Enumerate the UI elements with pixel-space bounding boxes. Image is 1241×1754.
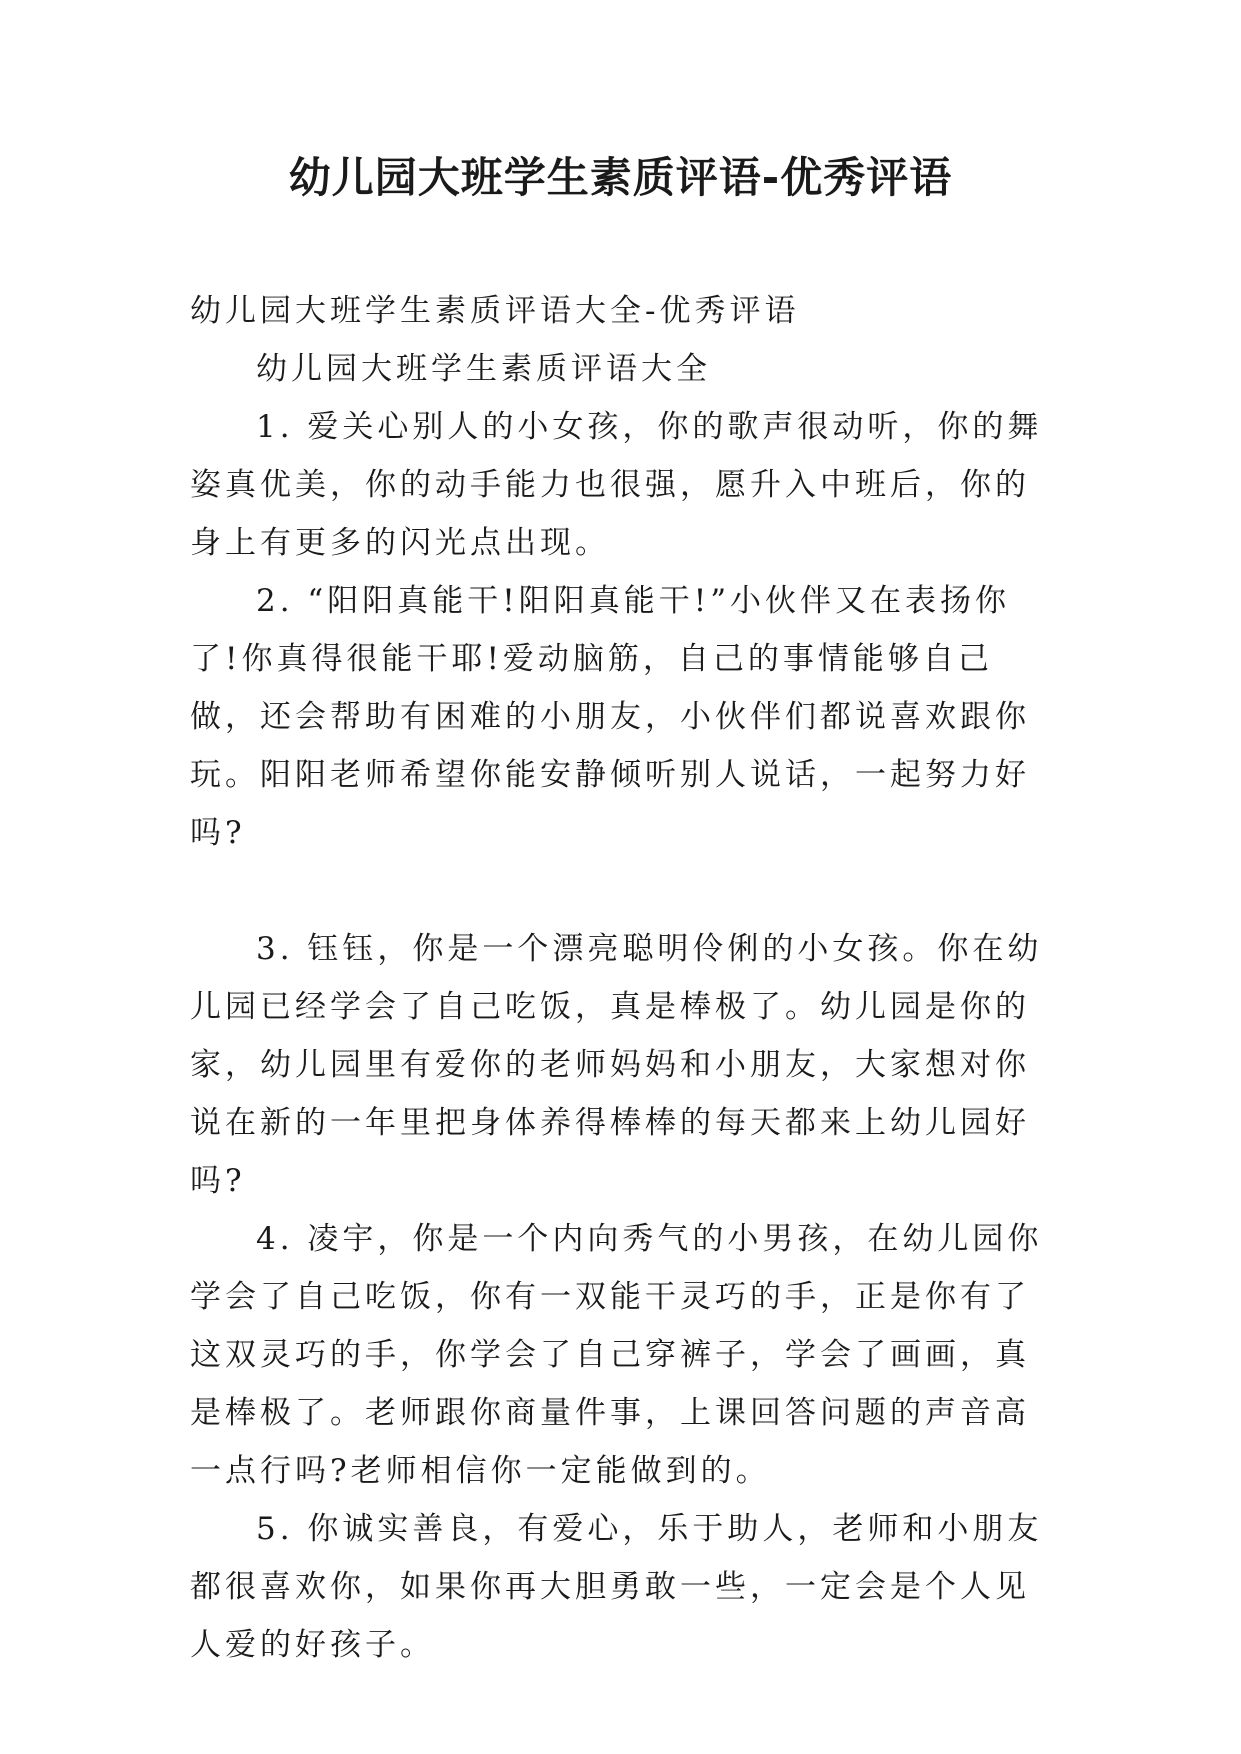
comment-item-3: 3. 钰钰，你是一个漂亮聪明伶俐的小女孩。你在幼儿园已经学会了自己吃饭，真是棒极了。幼儿园是你的家，幼儿园里有爱你的老师妈妈和小朋友，大家想对你说在新的一年里把身体养得棒棒的每天都来上幼儿园好吗?: [190, 931, 1043, 1199]
document-subtitle: 幼儿园大班学生素质评语大全-优秀评语: [190, 293, 800, 329]
document-title: 幼儿园大班学生素质评语-优秀评语: [288, 153, 953, 202]
section-heading: 幼儿园大班学生素质评语大全: [256, 351, 711, 387]
document-body: [190, 282, 1060, 1674]
comment-item-5: 5. 你诚实善良，有爱心，乐于助人，老师和小朋友都很喜欢你，如果你再大胆勇敢一些，一定会是个人见人爱的好孩子。: [190, 1511, 1043, 1663]
comment-item-2: 2. “阳阳真能干!阳阳真能干!”小伙伴又在表扬你了!你真得很能干耶!爱动脑筋，自己的事情能够自己做，还会帮助有困难的小朋友，小伙伴们都说喜欢跟你玩。阳阳老师希望你能安静倾听别人说话，一起努力好吗?: [190, 583, 1030, 851]
comment-item-4: 4. 凌宇，你是一个内向秀气的小男孩，在幼儿园你学会了自己吃饭，你有一双能干灵巧的手，正是你有了这双灵巧的手，你学会了自己穿裤子，学会了画画，真是棒极了。老师跟你商量件事，上课回答问题的声音高一点行吗?老师相信你一定能做到的。: [190, 1221, 1043, 1489]
comment-item-1: 1. 爱关心别人的小女孩，你的歌声很动听，你的舞姿真优美，你的动手能力也很强，愿升入中班后，你的身上有更多的闪光点出现。: [190, 409, 1043, 561]
